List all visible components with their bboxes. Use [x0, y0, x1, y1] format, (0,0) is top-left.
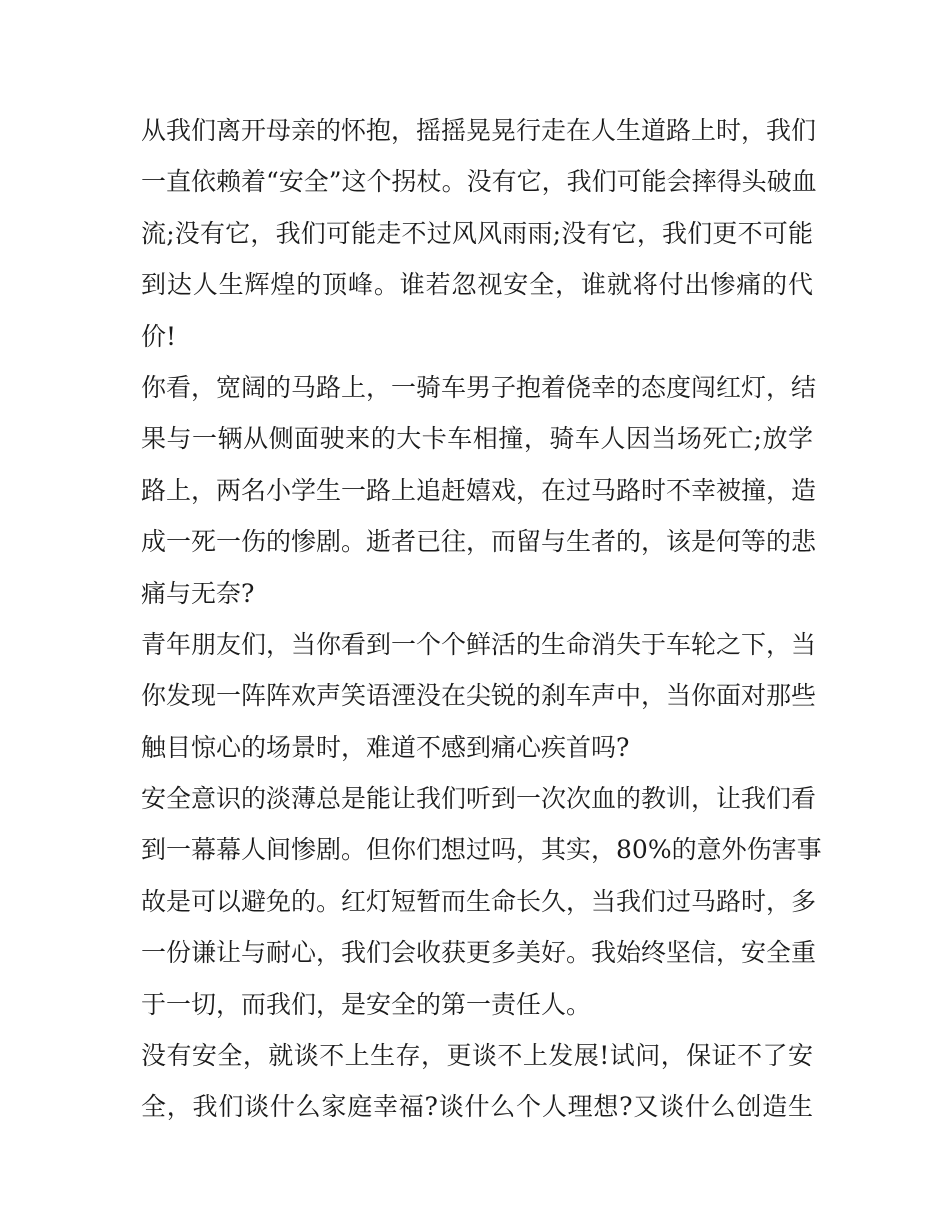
text-line: 一份谦让与耐心，我们会收获更多美好。我始终坚信，安全重	[141, 938, 817, 968]
text-line: 痛与无奈?	[141, 578, 255, 608]
text-line: 流;没有它，我们可能走不过风风雨雨;没有它，我们更不可能	[141, 218, 813, 248]
text-line: 全，我们谈什么家庭幸福?谈什么个人理想?又谈什么创造生	[141, 1092, 813, 1122]
text-line: 成一死一伤的惨剧。逝者已往，而留与生者的，该是何等的悲	[141, 527, 817, 557]
text-line: 到达人生辉煌的顶峰。谁若忽视安全，谁就将付出惨痛的代	[141, 270, 813, 300]
text-line: 于一切，而我们，是安全的第一责任人。	[141, 989, 592, 1019]
text-line: 到一幕幕人间惨剧。但你们想过吗，其实，80%的意外伤害事	[141, 835, 822, 865]
text-line: 从我们离开母亲的怀抱，摇摇晃晃行走在人生道路上时，我们	[141, 116, 817, 145]
text-line: 没有安全，就谈不上生存，更谈不上发展!试问，保证不了安	[141, 1041, 813, 1071]
text-line: 你看，宽阔的马路上，一骑车男子抱着侥幸的态度闯红灯，结	[141, 372, 817, 402]
text-line: 价!	[141, 321, 177, 351]
text-line: 故是可以避免的。红灯短暂而生命长久，当我们过马路时，多	[141, 886, 817, 916]
text-line: 一直依赖着“安全”这个拐杖。没有它，我们可能会摔得头破血	[141, 167, 817, 197]
text-line: 青年朋友们，当你看到一个个鲜活的生命消失于车轮之下，当	[141, 629, 817, 659]
text-line: 你发现一阵阵欢声笑语湮没在尖锐的刹车声中，当你面对那些	[141, 681, 817, 711]
text-line: 触目惊心的场景时，难道不感到痛心疾首吗?	[141, 732, 630, 762]
text-line: 安全意识的淡薄总是能让我们听到一次次血的教训，让我们看	[141, 784, 817, 814]
document-body	[141, 105, 822, 1133]
text-line: 果与一辆从侧面驶来的大卡车相撞，骑车人因当场死亡;放学	[141, 424, 813, 454]
text-line: 路上，两名小学生一路上追赶嬉戏，在过马路时不幸被撞，造	[141, 475, 817, 505]
